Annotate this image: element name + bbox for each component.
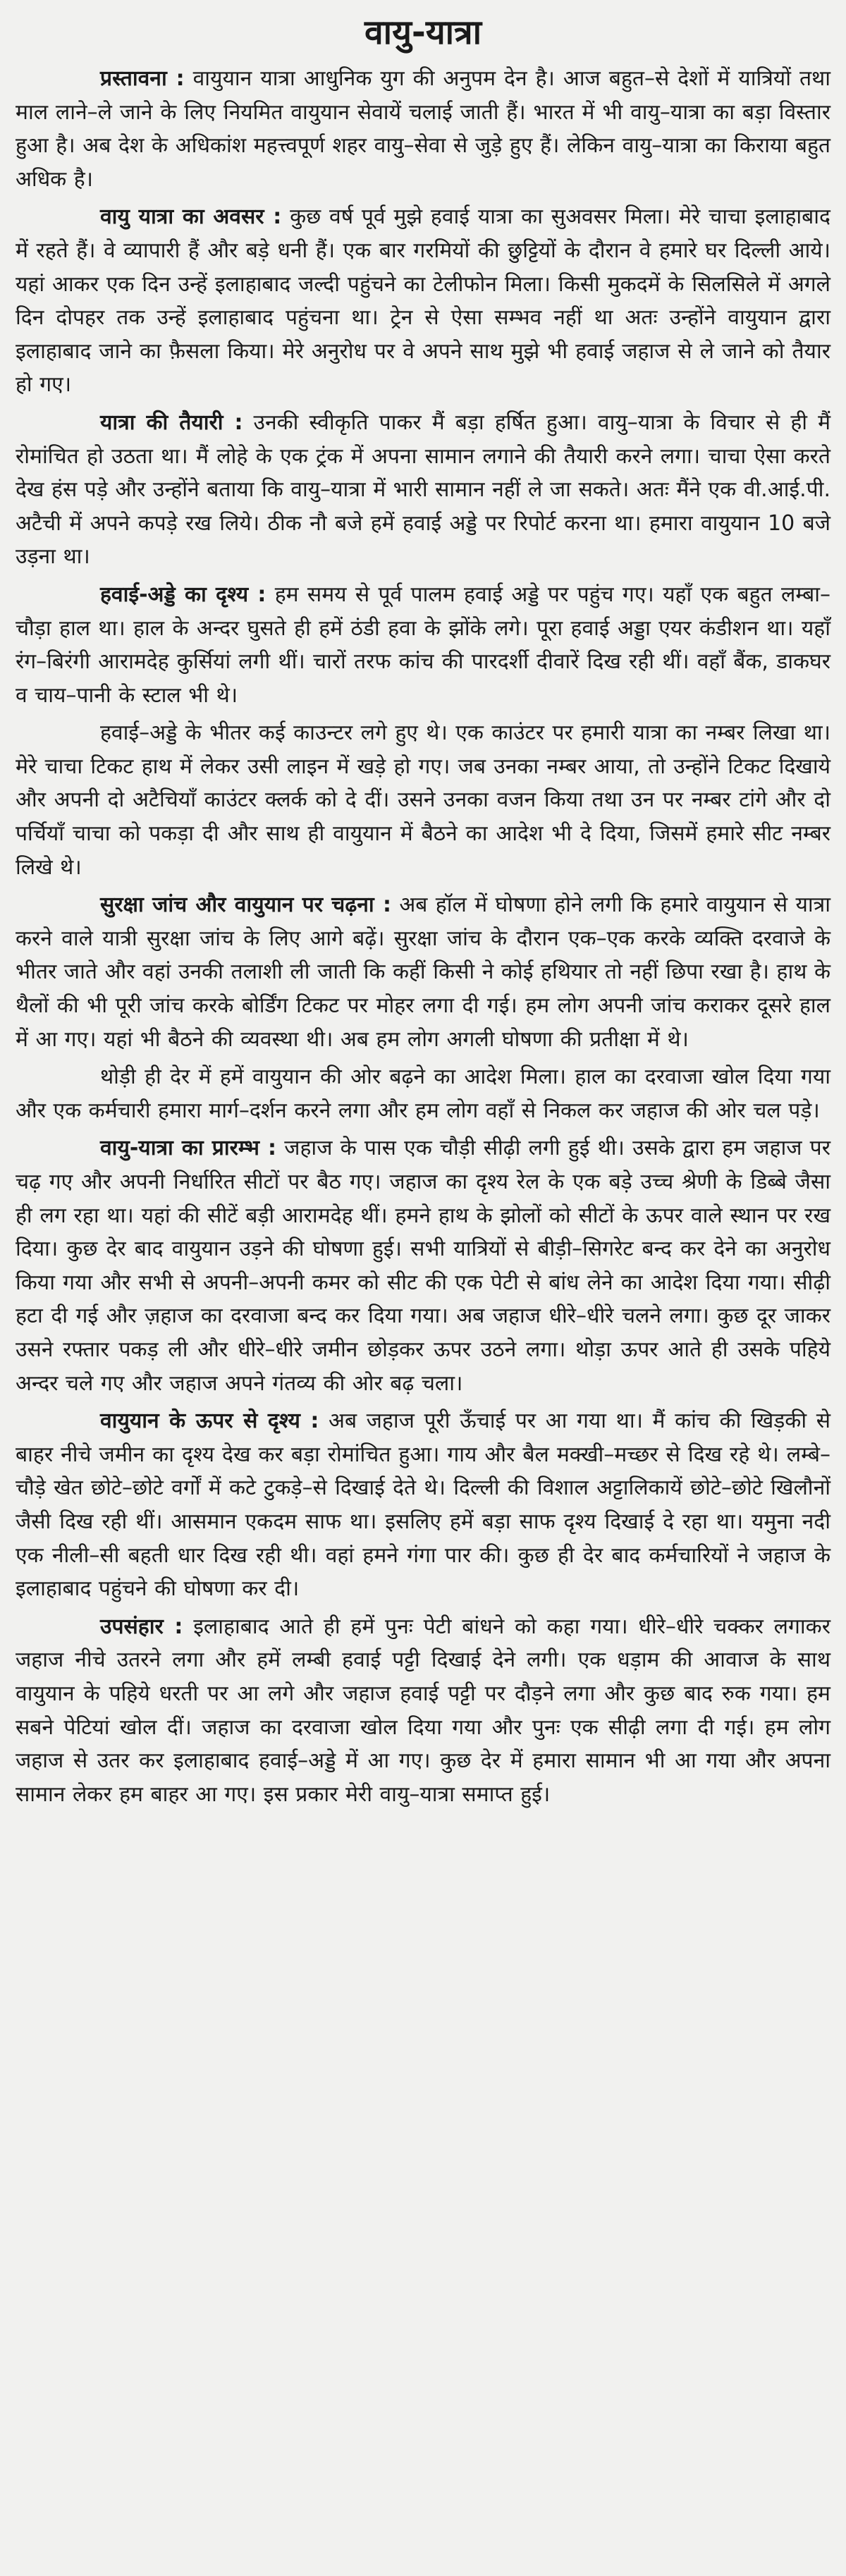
essay-body [16, 62, 830, 1811]
heading-conclusion: उपसंहार : [100, 1614, 183, 1639]
paragraph-aerial-view [16, 1404, 830, 1606]
heading-preparation: यात्रा की तैयारी : [100, 410, 243, 435]
paragraph-text: हवाई–अड्डे के भीतर कई काउन्टर लगे हुए थे। एक काउंटर पर हमारी यात्रा का नम्बर लिखा था। मेरे चाचा टिकट हाथ में लेकर उसी लाइन में खड़े हो गए। जब उनका नम्बर आया, तो उन्होंने टिकट दिखाये और अपनी दो अटैचियाँ काउंटर क्लर्क को दे दीं। उसने उनका वजन किया तथा उन पर नम्बर टांगे और दो पर्चियाँ चाचा को पकड़ा दी और साथ ही वायुयान में बैठने का आदेश भी दे दिया, जिसमें हमारे सीट नम्बर लिखे थे। [16, 720, 830, 880]
heading-airport-scene: हवाई-अड्डे का दृश्य : [100, 582, 266, 607]
paragraph-journey-start [16, 1131, 830, 1400]
paragraph-counters [16, 716, 830, 884]
paragraph-text: हम समय से पूर्व पालम हवाई अड्डे पर पहुंच गए। यहाँ एक बहुत लम्बा–चौड़ा हाल था। हाल के अन्दर घुसते ही हमें ठंडी हवा के झोंके लगे। पूरा हवाई अड्डा एयर कंडीशन था। यहाँ रंग–बिरंगी आरामदेह कुर्सियां लगी थीं। चारों तरफ कांच की पारदर्शी दीवारें दिख रही थीं। वहाँ बैंक, डाकघर व चाय–पानी के स्टाल भी थे। [16, 582, 831, 708]
paragraph-opportunity [16, 200, 830, 402]
heading-security-check: सुरक्षा जांच और वायुयान पर चढ़ना : [100, 893, 391, 918]
paragraph-text: अब जहाज पूरी ऊँचाई पर आ गया था। मैं कांच की खिड़की से बाहर नीचे जमीन का दृश्य देख कर बड़ा रोमांचित हुआ। गाय और बैल मक्खी–मच्छर से दिख रहे थे। लम्बे–चौड़े खेत छोटे–छोटे वर्गों में कटे टुकड़े–से दिखाई देते थे। दिल्ली की विशाल अट्टालिकायें छोटे–छोटे खिलौनों जैसी दिख रही थीं। आसमान एकदम साफ था। इसलिए हमें बड़ा साफ दृश्य दिखाई दे रहा था। यमुना नदी एक नीली–सी बहती धार दिख रही थी। वहां हमने गंगा पार की। कुछ ही देर बाद कर्मचारियों ने जहाज के इलाहाबाद पहुंचने की घोषणा कर दी। [16, 1409, 830, 1602]
paragraph-text: थोड़ी ही देर में हमें वायुयान की ओर बढ़ने का आदेश मिला। हाल का दरवाजा खोल दिया गया और एक कर्मचारी हमारा मार्ग–दर्शन करने लगा और हम लोग वहाँ से निकल कर जहाज की ओर चल पड़े। [16, 1065, 830, 1123]
paragraph-preparation [16, 406, 830, 574]
paragraph-text: वायुयान यात्रा आधुनिक युग की अनुपम देन है। आज बहुत–से देशों में यात्रियों तथा माल लाने–ले जाने के लिए नियमित वायुयान सेवायें चलाई जाती हैं। भारत में भी वायु–यात्रा का बड़ा विस्तार हुआ है। अब देश के अधिकांश महत्त्वपूर्ण शहर वायु–सेवा से जुड़े हुए हैं। लेकिन वायु–यात्रा का किराया बहुत अधिक है। [16, 66, 830, 192]
paragraph-conclusion [16, 1610, 830, 1812]
paragraph-text: इलाहाबाद आते ही हमें पुनः पेटी बांधने को कहा गया। धीरे–धीरे चक्कर लगाकर जहाज नीचे उतरने लगा और हमें लम्बी हवाई पट्टी दिखाई देने लगी। एक धड़ाम की आवाज के साथ वायुयान के पहिये धरती पर आ लगे और जहाज हवाई पट्टी पर दौड़ने लगा और कुछ बाद रुक गया। हम सबने पेटियां खोल दीं। जहाज का दरवाजा खोल दिया गया और पुनः एक सीढ़ी लगा दी गई। हम लोग जहाज से उतर कर इलाहाबाद हवाई–अड्डे में आ गए। कुछ देर में हमारा सामान भी आ गया और अपना सामान लेकर हम बाहर आ गए। इस प्रकार मेरी वायु–यात्रा समाप्त हुई। [16, 1614, 830, 1807]
paragraph-boarding [16, 1060, 830, 1127]
paragraph-security-check [16, 888, 830, 1056]
paragraph-text: उनकी स्वीकृति पाकर मैं बड़ा हर्षित हुआ। वायु–यात्रा के विचार से ही मैं रोमांचित हो उठता था। मैं लोहे के एक ट्रंक में अपना सामान लगाने की तैयारी करने लगा। चाचा ऐसा करते देख हंस पड़े और उन्होंने बताया कि वायु–यात्रा में भारी सामान नहीं ले जा सकते। अतः मैंने एक वी.आई.पी. अटैची में अपने कपड़े रख लिये। ठीक नौ बजे हमें हवाई अड्डे पर रिपोर्ट करना था। हमारा वायुयान 10 बजे उड़ना था। [16, 410, 831, 570]
paragraph-text: जहाज के पास एक चौड़ी सीढ़ी लगी हुई थी। उसके द्वारा हम जहाज पर चढ़ गए और अपनी निर्धारित सीटों पर बैठ गए। जहाज का दृश्य रेल के एक बड़े उच्च श्रेणी के डिब्बे जैसा ही लग रहा था। यहां की सीटें बड़ी आरामदेह थीं। हमने हाथ के झोलों को सीटों के ऊपर वाले स्थान पर रख दिया। कुछ देर बाद वायुयान उड़ने की घोषणा हुई। सभी यात्रियों से बीड़ी–सिगरेट बन्द कर देने का अनुरोध किया गया और सभी से अपनी–अपनी कमर को सीट की एक पेटी से बांध लेने का आदेश दिया गया। सीढ़ी हटा दी गई और ज़हाज का दरवाजा बन्द कर दिया गया। अब जहाज धीरे–धीरे चलने लगा। कुछ दूर जाकर उसने रफ्तार पकड़ ली और धीरे–धीरे जमीन छोड़कर ऊपर उठने लगा। थोड़ा ऊपर आते ही उसके पहिये अन्दर चले गए और जहाज अपने गंतव्य की ओर बढ़ चला। [16, 1136, 830, 1396]
paragraph-introduction [16, 62, 830, 196]
heading-journey-start: वायु-यात्रा का प्रारम्भ : [100, 1136, 277, 1161]
paragraph-text: अब हॉल में घोषणा होने लगी कि हमारे वायुयान से यात्रा करने वाले यात्री सुरक्षा जांच के लिए आगे बढ़ें। सुरक्षा जांच के दौरान एक–एक करके व्यक्ति दरवाजे के भीतर जाते और वहां उनकी तलाशी ली जाती कि कहीं किसी ने कोई हथियार तो नहीं छिपा रखा है। हाथ के थैलों की भी पूरी जांच करके बोर्डिंग टिकट पर मोहर लगा दी गई। हम लोग अपनी जांच कराकर दूसरे हाल में आ गए। यहां भी बैठने की व्यवस्था थी। अब हम लोग अगली घोषणा की प्रतीक्षा में थे। [16, 893, 831, 1052]
essay-title: वायु-यात्रा [364, 13, 482, 52]
paragraph-airport-scene [16, 578, 830, 712]
heading-aerial-view: वायुयान के ऊपर से दृश्य : [100, 1409, 319, 1434]
paragraph-text: कुछ वर्ष पूर्व मुझे हवाई यात्रा का सुअवसर मिला। मेरे चाचा इलाहाबाद में रहते हैं। वे व्यापारी हैं और बड़े धनी हैं। एक बार गरमियों की छुट्टियों के दौरान वे हमारे घर दिल्ली आये। यहां आकर एक दिन उन्हें इलाहाबाद जल्दी पहुंचने का टेलीफोन मिला। किसी मुकदमें के सिलसिले में अगले दिन दोपहर तक उन्हें इलाहाबाद पहुंचना था। ट्रेन से ऐसा सम्भव नहीं था अतः उन्होंने वायुयान द्वारा इलाहाबाद जाने का फ़ैसला किया। मेरे अनुरोध पर वे अपने साथ मुझे भी हवाई जहाज से ले जाने को तैयार हो गए। [16, 204, 830, 398]
heading-introduction: प्रस्तावना : [100, 66, 185, 91]
heading-opportunity: वायु यात्रा का अवसर : [100, 204, 282, 230]
